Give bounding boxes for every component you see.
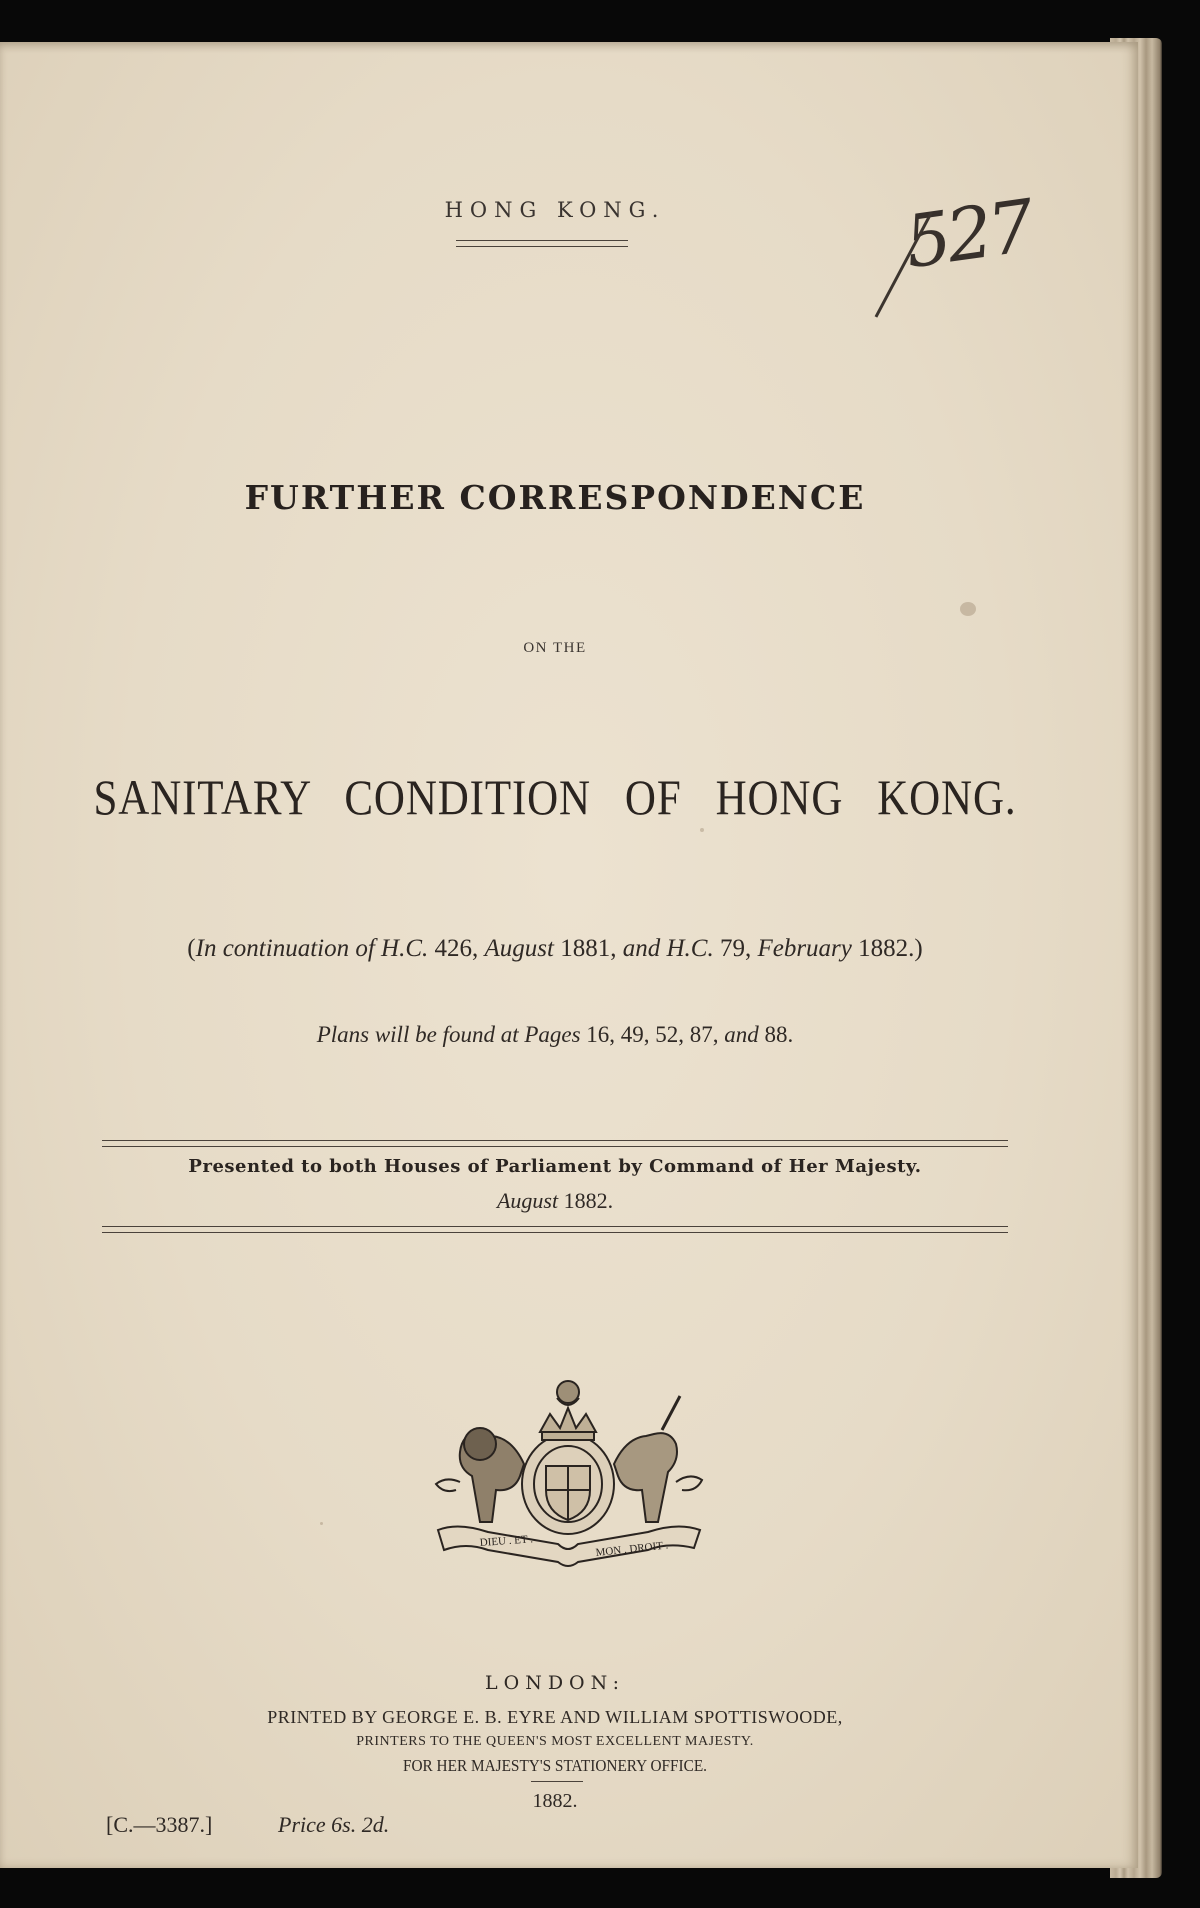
- presentation-date: [0, 1188, 1110, 1214]
- region-heading: HONG KONG.: [444, 198, 666, 222]
- reference-series: H.C.: [381, 935, 429, 962]
- imprint-year: 1882.: [532, 1790, 578, 1812]
- reference-number: 79,: [719, 935, 752, 962]
- continuation-note: [0, 935, 1110, 963]
- double-rule: [102, 1226, 1008, 1233]
- paper-speck: [320, 1522, 323, 1525]
- conjunction: and: [622, 935, 661, 962]
- paren-open: (: [187, 935, 196, 962]
- handwritten-folio-number: 527: [899, 183, 1036, 285]
- paper-speck: [960, 602, 976, 616]
- reference-number: 426,: [434, 935, 479, 962]
- document-title: FURTHER CORRESPONDENCE: [244, 478, 866, 517]
- plans-note: [0, 1022, 1110, 1048]
- motto-left: DIEU . ET .: [479, 1533, 534, 1549]
- presentation-month: August: [496, 1188, 559, 1213]
- conjunction: and: [724, 1022, 759, 1047]
- royal-coat-of-arms: [418, 1372, 718, 1572]
- continuation-label: In continuation of: [195, 935, 375, 962]
- paper-speck: [700, 828, 704, 832]
- plans-text: Plans will be found at Pages: [316, 1022, 581, 1047]
- double-rule: [456, 240, 628, 247]
- reference-month: August: [484, 935, 554, 962]
- reference-month: February: [757, 935, 852, 962]
- imprint-printers-to: PRINTERS TO THE QUEEN'S MOST EXCELLENT MAJESTY.: [356, 1734, 754, 1749]
- imprint-printer: PRINTED BY GEORGE E. B. EYRE AND WILLIAM SPOTTISWOODE,: [267, 1707, 843, 1727]
- title-connector: ON THE: [523, 640, 587, 656]
- double-rule: [102, 1140, 1008, 1147]
- imprint-rule: [531, 1781, 583, 1782]
- reference-year: 1881,: [560, 935, 617, 962]
- motto-right: MON . DROIT .: [595, 1539, 669, 1559]
- imprint-city: LONDON:: [485, 1672, 625, 1694]
- reference-series: H.C.: [666, 935, 714, 962]
- plans-pages: 16, 49, 52, 87,: [586, 1022, 719, 1047]
- plans-last-page: 88.: [764, 1022, 794, 1047]
- imprint-office: FOR HER MAJESTY'S STATIONERY OFFICE.: [402, 1756, 708, 1775]
- reference-year: 1882.): [858, 935, 923, 962]
- presentation-year: 1882.: [563, 1188, 614, 1213]
- title-page: [0, 42, 1138, 1868]
- price: Price 6s. 2d.: [278, 1812, 390, 1837]
- presentation-statement: Presented to both Houses of Parliament by Command of Her Majesty.: [188, 1156, 922, 1177]
- document-subject: SANITARY CONDITION OF HONG KONG.: [93, 769, 1017, 825]
- command-paper-number: [C.—3387.]: [106, 1812, 213, 1837]
